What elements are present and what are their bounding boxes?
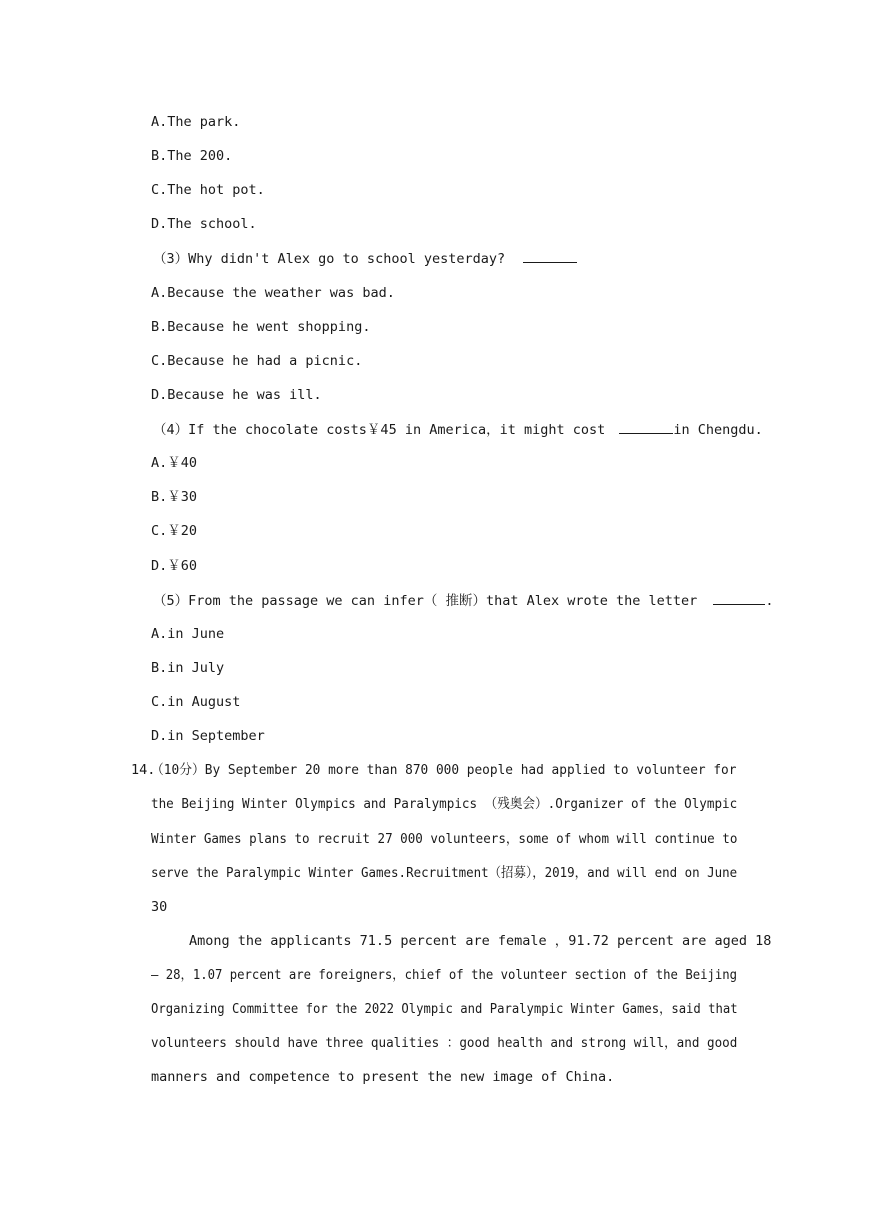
q5-question — [153, 591, 774, 610]
q2-option-a: A.The park. — [151, 114, 241, 130]
q3-question — [153, 249, 577, 268]
q4-question — [153, 420, 763, 439]
q5-question-tail: . — [765, 593, 774, 609]
q14-number: 14. — [131, 762, 156, 778]
q3-option-d: D.Because he was ill. — [151, 387, 322, 403]
q5-option-d: D.in September — [151, 728, 265, 744]
q4-question-tail: in Chengdu. — [673, 422, 763, 438]
q4-answer-blank — [619, 420, 673, 434]
q4-question-text: （4）If the chocolate costs￥45 in America，it might cost — [153, 422, 606, 438]
q14-paragraph2-line-2: – 28，1.07 percent are foreigners，chief of the volunteer section of the Beijing — [151, 967, 738, 983]
q14-line-1: （10分）By September 20 more than 870 000 people had applied to volunteer for — [151, 762, 737, 778]
q14-line-2: the Beijing Winter Olympics and Paralympics （残奥会）.Organizer of the Olympic — [151, 796, 738, 812]
q3-option-a: A.Because the weather was bad. — [151, 285, 395, 301]
q2-option-c: C.The hot pot. — [151, 182, 265, 198]
q14-paragraph2-line-3: Organizing Committee for the 2022 Olympic and Paralympic Winter Games，said that — [151, 1001, 738, 1017]
q14-line-5: 30 — [151, 899, 168, 915]
q3-question-text: （3）Why didn't Alex go to school yesterday? — [153, 251, 506, 267]
q5-option-b: B.in July — [151, 660, 225, 676]
q3-option-b: B.Because he went shopping. — [151, 319, 371, 335]
q14-line-4: serve the Paralympic Winter Games.Recruitment（招募），2019，and will end on June — [151, 865, 738, 881]
q5-question-text: （5）From the passage we can infer（ 推断）that Alex wrote the letter — [153, 593, 698, 609]
q4-option-d: D.￥60 — [151, 558, 198, 574]
q3-answer-blank — [523, 249, 577, 263]
q2-option-b: B.The 200. — [151, 148, 233, 164]
q14-paragraph2-line-1: Among the applicants 71.5 percent are female ，91.72 percent are aged 18 — [189, 933, 772, 949]
q5-option-c: C.in August — [151, 694, 241, 710]
q3-option-c: C.Because he had a picnic. — [151, 353, 363, 369]
q4-option-c: C.￥20 — [151, 523, 198, 539]
q2-option-d: D.The school. — [151, 216, 257, 232]
q14-paragraph2-line-4: volunteers should have three qualities ：good health and strong will，and good — [151, 1035, 738, 1051]
q5-answer-blank — [713, 591, 765, 605]
q4-option-b: B.￥30 — [151, 489, 198, 505]
q14-paragraph2-line-5: manners and competence to present the new image of China. — [151, 1069, 615, 1085]
q4-option-a: A.￥40 — [151, 455, 198, 471]
q14-line-3: Winter Games plans to recruit 27 000 volunteers，some of whom will continue to — [151, 831, 738, 847]
q5-option-a: A.in June — [151, 626, 225, 642]
